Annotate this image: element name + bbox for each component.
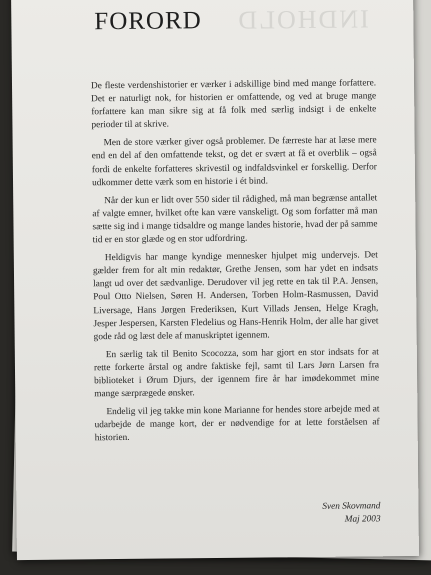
paragraph: Endelig vil jeg takke min kone Marianne for hendes store arbejde med at udarbejde de mange kort, der er nødvendige for at lette forståelsen af historien. <box>94 404 380 444</box>
bleed-through-text: INDHOLD <box>236 4 369 35</box>
paragraph: En særlig tak til Benito Scocozza, som har gjort en stor indsats for at rette forkerte årstal og andre faktiske fejl, samt til Lars Jørn Larsen fra biblioteket i Ørum Djurs, der igennem fire år har imødekommet mine mange særprægede ønsker. <box>93 347 380 400</box>
signature <box>246 500 380 527</box>
paragraph: Heldigvis har mange kyndige mennesker hjulpet mig undervejs. Det gælder frem for alt min redaktør, Grethe Jensen, som har ydet en indsats langt ud over det sædvanlige. Derudover vil jeg rette en tak til P.A. Jensen, Poul Otto Nielsen, Søren H. Andersen, Torben Holm-Rasmussen, David Liversage, Hans Jørgen Frederiksen, Kurt Villads Jensen, Helge Kragh, Jesper Jespersen, Karsten Fledelius og Hans-Henrik Holm, der alle har givet gode råd og læst dele af manuskriptet igennem. <box>92 250 379 342</box>
body-text <box>91 77 380 450</box>
signature-date: Maj 2003 <box>344 514 381 525</box>
book-page <box>11 0 419 560</box>
paragraph: Men de store værker giver også problemer. De færreste har at læse mere end en del af den omfattende tekst, og det er svært at få et overblik – også fordi de enkelte forfatteres skrivestil og indfaldsvinkel er forskellig. Derfor udkommer dette værk som en historie i ét bind. <box>91 135 377 188</box>
page-title: FORORD <box>94 7 202 36</box>
paragraph: De fleste verdenshistorier er værker i adskillige bind med mange forfattere. Det er naturligt nok, for historien er omfattende, og ved at bruge mange forfattere kan man sikre sig at få folk med særlig indsigt i de enkelte perioder til at skrive. <box>90 78 377 131</box>
paragraph: Når der kun er lidt over 550 sider til rådighed, må man begrænse antallet af valgte emner, hvilket ofte kan være vanskeligt. Og som forfatter må man sætte sig ind i mange tidsaldre og mange landes historie, hvad der på samme tid er en stor glæde og en stor udfordring. <box>92 193 378 246</box>
author-name: Sven Skovmand <box>322 501 381 512</box>
